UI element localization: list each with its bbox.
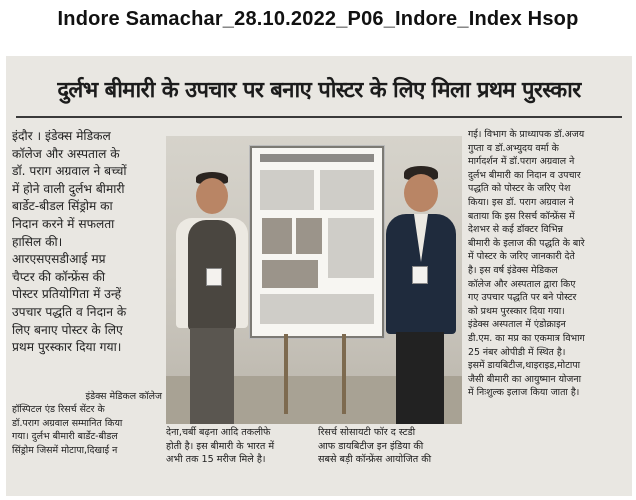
lead-line: निदान करने में सफलता	[12, 216, 115, 231]
research-poster	[250, 146, 384, 338]
poster-text-block	[260, 170, 314, 210]
body-line: सबसे बड़ी कॉन्फ्रेंस आयोजित की	[318, 454, 432, 466]
poster-text-block	[320, 170, 374, 210]
article-photo	[166, 136, 462, 424]
lead-line: बार्डेट-बीडल सिंड्रोम का	[12, 199, 113, 214]
body-line: में पोस्टर के जरिए जानकारी देते	[468, 251, 575, 263]
body-line: जैसी बीमारी का आयुष्मान योजना	[468, 373, 582, 385]
body-line: है। इस वर्ष इंडेक्स मेडिकल	[468, 264, 558, 276]
newspaper-clipping	[6, 56, 632, 496]
body-line: डी.एम. का मप्र का एकमात्र विभाग	[468, 332, 585, 344]
body-line: पद्धति को पोस्टर के जरिए पेश	[468, 183, 571, 195]
body-line: 25 नंबर ओपीडी में स्थित है।	[468, 346, 566, 358]
body-line: इसमें डायबिटीज,थाइराइड,मोटापा	[468, 360, 581, 372]
lead-line: लिए बनाए पोस्टर के लिए	[12, 322, 123, 337]
body-line: किया। इस डॉ. पराग अग्रवाल ने	[468, 196, 574, 208]
trousers	[396, 332, 444, 424]
body-line: देशभर से कई डॉक्टर विभिन्न	[468, 224, 563, 236]
body-line: डॉ.पराग अग्रवाल सम्मानित किया	[12, 417, 123, 429]
body-line: हॉस्पिटल एंड रिसर्च सेंटर के	[12, 404, 105, 416]
body-column-right	[468, 128, 628, 400]
body-column-middle-right	[318, 426, 466, 467]
poster-image	[262, 260, 318, 288]
lead-line: उपचार पद्धति व निदान के	[12, 304, 127, 319]
body-line: आफ डायबिटीज इन इंडिया की	[318, 440, 424, 452]
body-line: बताया कि इस रिसर्च कॉन्फ्रेंस में	[468, 210, 575, 222]
page-caption: Indore Samachar_28.10.2022_P06_Indore_Index Hsop	[57, 8, 579, 30]
poster-image	[296, 218, 322, 254]
poster-text-block	[328, 218, 374, 278]
person-right	[382, 166, 460, 424]
body-line: होती है। इस बीमारी के भारत में	[166, 440, 275, 452]
headline-divider	[16, 116, 622, 118]
body-line: गया। दुर्लभ बीमारी बार्डेट-बीडल	[12, 431, 118, 443]
body-line: में निःशुल्क इलाज किया जाता है।	[468, 387, 580, 399]
poster-text-block	[260, 294, 374, 324]
body-line: रिसर्च सोसायटी फॉर द स्टडी	[318, 427, 416, 438]
id-badge	[412, 266, 428, 284]
lead-line: इंदौर । इंडेक्स मेडिकल	[12, 129, 111, 143]
body-line: इंडेक्स अस्पताल में एंडोक्राइन	[468, 319, 566, 331]
body-line: कॉलेज और अस्पताल द्वारा किए	[468, 278, 576, 290]
lead-line: डॉ. पराग अग्रवाल ने बच्चों	[12, 164, 127, 179]
body-line: अभी तक 15 मरीज मिले है।	[166, 454, 266, 466]
lead-line: प्रथम पुरस्कार दिया गया।	[12, 340, 122, 355]
body-line: मार्गदर्शन में डॉ.पराग अग्रवाल ने	[468, 156, 575, 168]
lead-line: पोस्टर प्रतियोगिता में उन्हें	[12, 287, 122, 302]
lead-line: कॉलेज और अस्पताल के	[12, 146, 120, 161]
body-line: गुप्ता व डॉ.अभ्युदय वर्मा के	[468, 142, 559, 154]
body-line: गई। विभाग के प्राध्यापक डॉ.अजय	[468, 129, 585, 140]
poster-image	[262, 218, 292, 254]
poster-stand-leg	[284, 334, 288, 414]
body-column-left	[12, 390, 162, 457]
lead-line: चैप्टर की कॉन्फ्रेंस की	[12, 269, 106, 284]
body-line: गए उपचार पद्धति पर बने पोस्टर	[468, 292, 577, 304]
face	[404, 174, 438, 212]
body-line: सिंड्रोम जिसमें मोटापा,दिखाई न	[12, 444, 118, 456]
person-left	[172, 172, 252, 424]
body-line: बीमारी के इलाज की पद्धति के बारे	[468, 237, 585, 249]
poster-title-bar	[260, 154, 374, 162]
id-badge	[206, 268, 222, 286]
body-column-middle-left	[166, 426, 316, 467]
body-line: को प्रथम पुरस्कार दिया गया।	[468, 305, 565, 317]
article-headline: दुर्लभ बीमारी के उपचार पर बनाए पोस्टर के लिए मिला प्रथम पुरस्कार	[57, 78, 581, 103]
poster-stand-leg	[342, 334, 346, 414]
body-line: इंडेक्स मेडिकल कॉलेज	[85, 391, 162, 402]
lead-paragraph	[12, 128, 162, 357]
lead-line: आरएसएसडीआई मप्र	[12, 252, 106, 267]
lead-line: हासिल की।	[12, 234, 63, 249]
body-line: दुर्लभ बीमारी का निदान व उपचार	[468, 169, 581, 181]
lead-line: में होने वाली दुर्लभ बीमारी	[12, 181, 125, 196]
trousers	[190, 328, 234, 424]
body-line: देना,चर्बी बढ़ना आदि तकलीफे	[166, 427, 271, 438]
face	[196, 178, 228, 214]
